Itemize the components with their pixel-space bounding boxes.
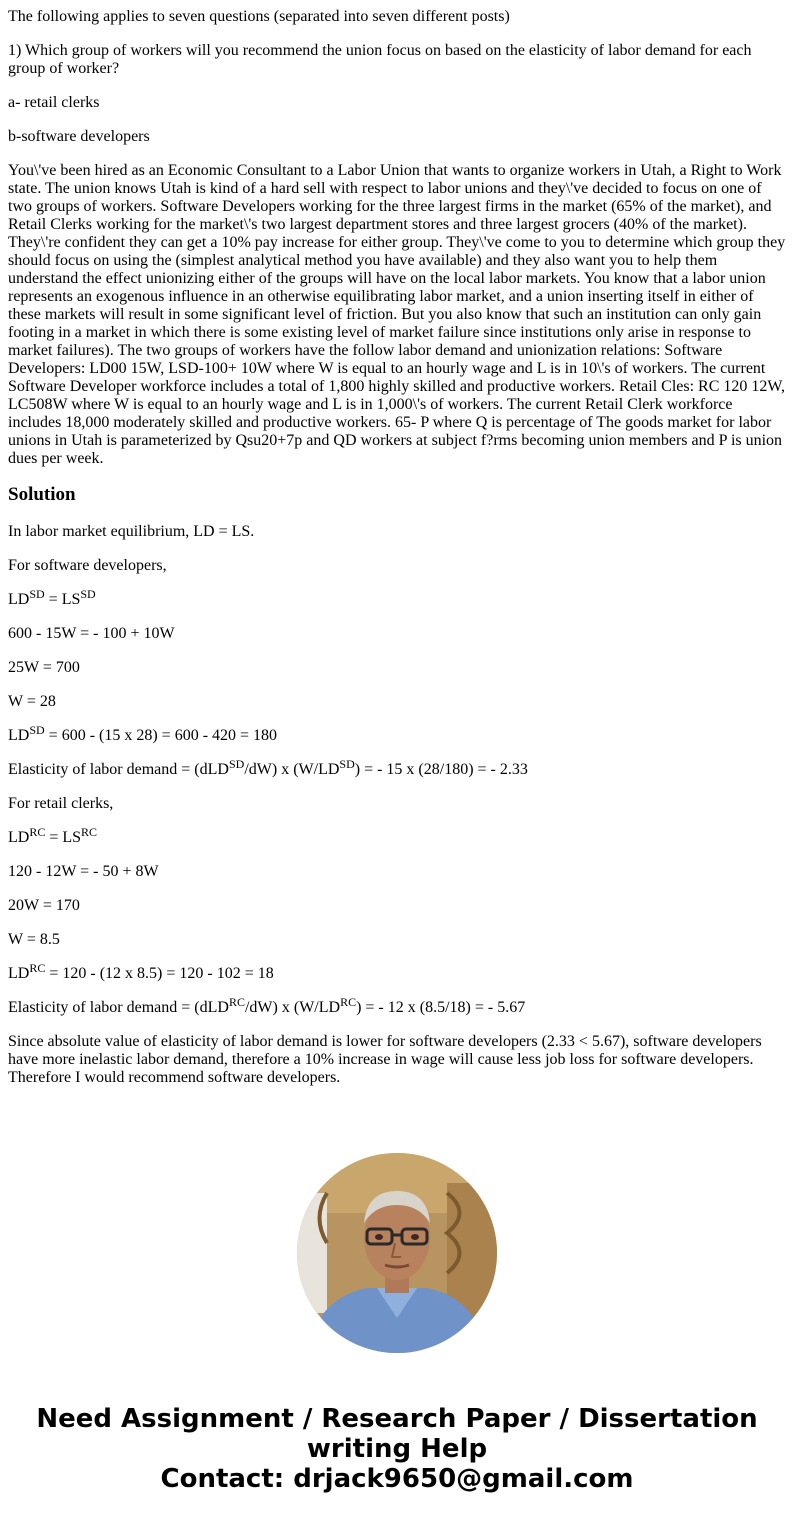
sd-equilibrium-eq: $LD^{SD} = LS^{SD}$ [8,587,96,608]
question-text: 1) Which group of workers will you recommend the union focus on based on the elasticity of labor demand for each group of worker? [8,42,752,77]
equilibrium-text: In labor market equilibrium, LD = LS. [8,523,255,540]
contact-banner [0,1404,794,1494]
avatar-portrait [297,1153,497,1353]
sd-step-3: W = 28 [8,693,56,710]
solution-heading: Solution [8,484,76,505]
sd-title: For software developers, [8,557,167,574]
conclusion-text: Since absolute value of elasticity of labor demand is lower for software developers (2.33 < 5.67), software developers have more inelastic labor demand, therefore a 10% increase in wage will cause less job loss for software developers. Therefore I would recommend software developers. [8,1033,762,1086]
avatar [297,1153,497,1353]
sd-elasticity: Elasticity of labor demand = (dLD$^{SD}$/dW) x $(W/LD^{SD})$ = - 15 x (28/180) = - 2.33 [8,757,528,778]
scenario-text: You\'ve been hired as an Economic Consultant to a Labor Union that wants to organize workers in Utah, a Right to Work state. The union knows Utah is kind of a hard sell with respect to labor unions and they\'ve decided to focus on one of two groups of workers. Software Developers working for the three largest firms in the market (65% of the market), and Retail Clerks working for the market\'s two largest department stores and three largest grocers (40% of the market). They\'re confident they can get a 10% pay increase for either group. They\'ve come to you to determine which group they should focus on using the (simplest analytical method you have available) and they also want you to help them understand the effect unionizing either of the groups will have on the local labor markets. You know that a labor union represents an exogenous influence in an otherwise equilibrating labor market, and a union inserting itself in either of these markets will result in some significant level of friction. But you also know that such an institution can only gain footing in a market in which there is some existing level of market failure since institutions only arise in response to market failures). The two groups of workers have the follow labor demand and unionization relations: Software Developers: LD00 15W, LSD-100+ 10W where W is equal to an hourly wage and L is in 10\'s of workers. The current Software Developer workforce includes a total of 1,800 highly skilled and productive workers. Retail Cles: RC 120 12W, LC508W where W is equal to an hourly wage and L is in 1,000\'s of workers. The current Retail Clerk workforce includes 18,000 moderately skilled and productive workers. 65- P where Q is percentage of The goods market for labor unions in Utah is parameterized by Qsu20+7p and QD workers at subject f?rms becoming union members and P is union dues per week. [8,162,786,467]
sd-step-1: 600 - 15W = - 100 + 10W [8,625,175,642]
rc-title: For retail clerks, [8,795,114,812]
option-b: b-software developers [8,128,150,145]
sd-labor-demand: $LD^{SD} = 600 - (15$ x 28) = 600 - 420 = 180 [8,723,278,744]
rc-equilibrium-eq: $LD^{RC} = LS^{RC}$ [8,825,98,846]
sd-step-2: 25W = 700 [8,659,80,676]
banner-line-1: Need Assignment / Research Paper / Dissertation [36,1404,758,1434]
rc-step-3: W = 8.5 [8,931,60,948]
banner-line-2: writing Help [306,1434,488,1464]
rc-elasticity: Elasticity of labor demand = (dLD$^{RC}$/dW) x $(W/LD^{RC})$ = - 12 x (8.5/18) = - 5.67 [8,995,526,1016]
banner-contact-email: Contact: drjack9650@gmail.com [160,1464,634,1494]
intro-text: The following applies to seven questions (separated into seven different posts) [8,8,510,25]
option-a: a- retail clerks [8,94,100,111]
rc-labor-demand: $LD^{RC} = 120 - (12$ x 8.5) = 120 - 102 = 18 [8,961,274,982]
rc-step-1: 120 - 12W = - 50 + 8W [8,863,159,880]
rc-step-2: 20W = 170 [8,897,80,914]
